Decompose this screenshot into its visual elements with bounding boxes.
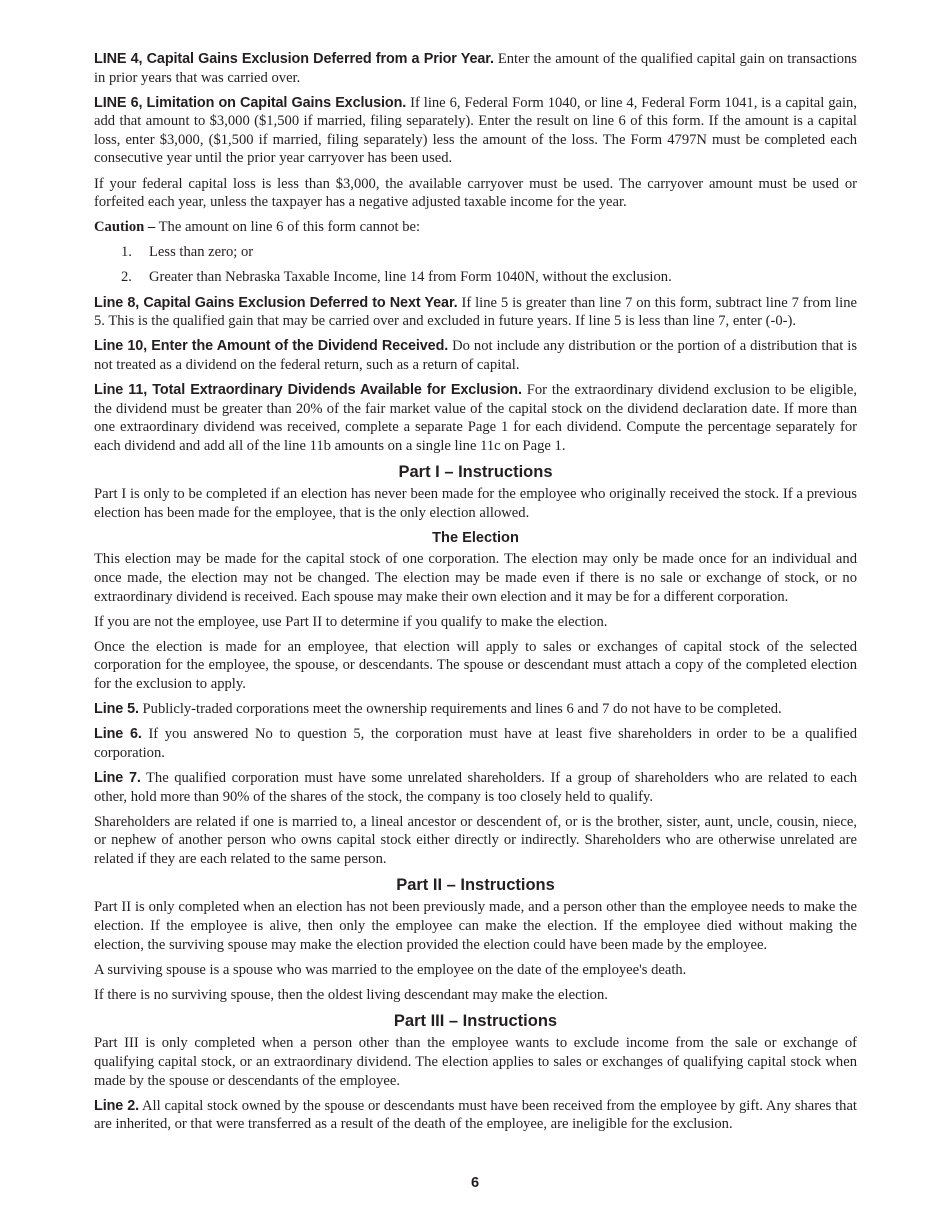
list-item-text: Less than zero; or: [149, 244, 254, 261]
list-item: [94, 268, 857, 287]
line11-text: For the extraordinary dividend exclusion to be eligible, the dividend must be greater than 20% of the fair market value of the capital stock on the dividend declaration date. If more than one extraordinary dividend was received, complete a separate Page 1 for each dividend. Compute the percentage separately for each dividend and add all of the line 11b amounts on a single line 11c on Page 1.: [94, 381, 857, 454]
carryover-paragraph: If your federal capital loss is less than $3,000, the available carryover must be used. The carryover amount must be used or forfeited each year, unless the taxpayer has a negative adjusted taxable income for the year.: [94, 175, 857, 211]
part1-heading: Part I – Instructions: [398, 463, 553, 482]
part2-heading: Part II – Instructions: [396, 876, 555, 895]
part1-line7-heading: Line 7.: [94, 769, 141, 786]
part2-paragraph-2: A surviving spouse is a spouse who was married to the employee on the date of the employee's death.: [94, 961, 687, 978]
part3-paragraph-1: Part III is only completed when a person other than the employee wants to exclude income from the sale or exchange of qualifying capital stock, or an extraordinary dividend. The election applies to sales or exchanges of qualifying capital stock when made by the spouse or descendants of the employee.: [94, 1035, 857, 1089]
line10-heading: Line 10, Enter the Amount of the Dividend Received.: [94, 338, 449, 355]
caution-paragraph: [94, 218, 857, 237]
caution-label: Caution –: [94, 219, 156, 236]
part1-line5-text: Publicly-traded corporations meet the ownership requirements and lines 6 and 7 do not have to be completed.: [138, 701, 782, 718]
part1-line5-paragraph: [94, 700, 857, 719]
caution-text: The amount on line 6 of this form cannot be:: [155, 219, 421, 236]
list-item-number: 2.: [121, 269, 132, 286]
part3-line2-text: All capital stock owned by the spouse or descendants must have been received from the employee by gift. Any shares that are inherited, or that were transferred as a result of the death of the employee, are ineligible for the exclusion.: [94, 1097, 857, 1133]
line6-text: If line 6, Federal Form 1040, or line 4, Federal Form 1041, is a capital gain, add that amount to $3,000 ($1,500 if married, filing separately). Enter the result on line 6 of this form. If the amount is a capital loss, enter $3,000, ($1,500 if married, filing separately) less the amount of the loss. The Form 4797N must be completed each consecutive year until the prior year carryover has been used.: [94, 94, 857, 167]
part3-line2-heading: Line 2.: [94, 1097, 140, 1114]
caution-list: [94, 243, 857, 287]
line4-text: Enter the amount of the qualified capital gain on transactions in prior years that was carried over.: [94, 51, 857, 86]
line4-paragraph: [94, 50, 857, 87]
part3-line2-paragraph: [94, 1097, 857, 1134]
line6-paragraph: [94, 94, 857, 168]
line8-paragraph: [94, 294, 857, 331]
page-number: 6: [470, 1175, 480, 1191]
part1-line7-paragraph: [94, 769, 857, 806]
line8-text: If line 5 is greater than line 7 on this form, subtract line 7 from line 5. This is the qualified gain that may be carried over and excluded in future years. If line 5 is less than line 7, enter (-0-).: [94, 294, 857, 330]
line11-heading: Line 11, Total Extraordinary Dividends Available for Exclusion.: [94, 381, 522, 398]
part1-line6-heading: Line 6.: [94, 726, 142, 743]
line8-heading: Line 8, Capital Gains Exclusion Deferred to Next Year.: [94, 294, 458, 311]
line11-paragraph: [94, 381, 857, 455]
line10-text: Do not include any distribution or the portion of a distribution that is not treated as a dividend on the federal return, such as a return of capital.: [94, 338, 857, 373]
election-heading: The Election: [432, 530, 519, 547]
line6-heading: LINE 6, Limitation on Capital Gains Exclusion.: [94, 94, 407, 111]
part3-heading: Part III – Instructions: [393, 1012, 558, 1031]
list-item-text: Greater than Nebraska Taxable Income, line 14 from Form 1040N, without the exclusion.: [149, 269, 672, 286]
part2-paragraph-3: If there is no surviving spouse, then the oldest living descendant may make the election.: [94, 986, 608, 1003]
part1-intro: Part I is only to be completed if an election has never been made for the employee who originally received the stock. If a previous election has been made for the employee, that is the only election allowed.: [94, 486, 857, 521]
election-paragraph-2: If you are not the employee, use Part II to determine if you qualify to make the election.: [94, 613, 608, 630]
list-item: [94, 243, 857, 262]
part1-line6-text: If you answered No to question 5, the corporation must have at least five shareholders in order to be a qualified corporation.: [94, 726, 858, 761]
part1-line6-paragraph: [94, 725, 857, 762]
line4-heading: LINE 4, Capital Gains Exclusion Deferred from a Prior Year.: [94, 51, 494, 67]
election-paragraph-3: Once the election is made for an employee, that election will apply to sales or exchanges of capital stock of the selected corporation for the employee, the spouse, or descendants. The spouse or descendant must attach a copy of the completed election for the exclusion to apply.: [94, 638, 857, 693]
list-item-number: 1.: [121, 244, 132, 261]
election-paragraph-1: This election may be made for the capital stock of one corporation. The election may only be made once for an individual and once made, the election may not be changed. The election may be made even if there is no sale or exchange of stock, or no extraordinary dividend is received. Each spouse may make their own election and it may be for a different corporation.: [94, 551, 857, 605]
part1-line5-heading: Line 5.: [94, 701, 139, 718]
part2-paragraph-1: Part II is only completed when an election has not been previously made, and a person other than the employee needs to make the election. If the employee is alive, then only the employee can make the election. If the employee died without making the election, the surviving spouse may make the election provided the election could have been made by the employee.: [94, 899, 857, 953]
related-shareholders-paragraph: Shareholders are related if one is married to, a lineal ancestor or descendent of, or is the brother, sister, aunt, uncle, cousin, niece, or nephew of another person who owns capital stock either directly or indirectly. Shareholders who are otherwise unrelated are related if they are each related to the same person.: [94, 813, 857, 867]
part1-line7-text: The qualified corporation must have some unrelated shareholders. If a group of shareholders who are related to each other, hold more than 90% of the shares of the stock, the company is too closely held to qualify.: [94, 769, 857, 805]
line10-paragraph: [94, 337, 857, 374]
